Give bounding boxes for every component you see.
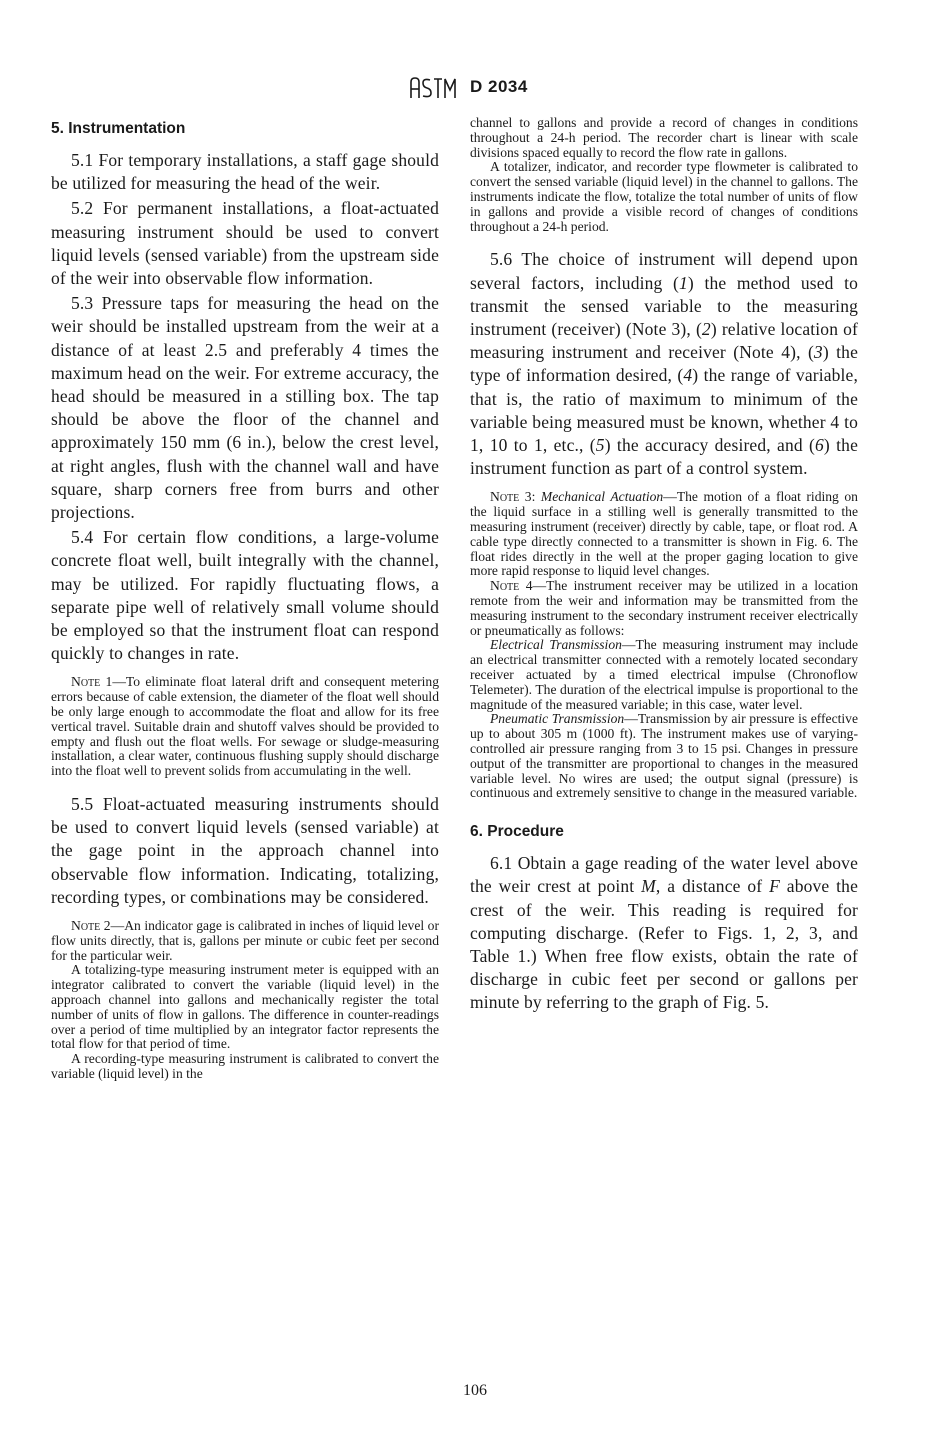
note-2-recording: A recording-type measuring instrument is calibrated to convert the variable (liquid level) in the: [51, 1051, 439, 1082]
paragraph-5-5: 5.5 Float-actuated measuring instruments should be used to convert liquid levels (sensed variable) at the gage point in the approach channel into observable flow information. Indicating, totalizing, recording types, or combinations may be considered.: [51, 794, 439, 907]
notes-3-4: [470, 490, 858, 801]
note-2-totalizing: A totalizing-type measuring instrument meter is equipped with an integrator calibrated to convert the variable (liquid level) in the approach channel into gallons and mechanically register the total number of units of flow in gallons. The difference in counter-readings over a period of time multiplied by an integrator factor represents the total flow for that period of time.: [51, 962, 439, 1052]
astm-logo-icon: [408, 76, 458, 100]
section-heading-procedure: 6. Procedure: [470, 823, 564, 841]
paragraph-5-4: 5.4 For certain flow conditions, a large-volume concrete float well, built integrally with the channel, may be utilized. For rapidly fluctuating flows, a separate pipe well of relatively small volume should be employed so that the instrument float can respond quickly to changes in rate.: [51, 527, 439, 664]
paragraph-6-1: 6.1 Obtain a gage reading of the water level above the weir crest at point M, a distance of F above the crest of the weir. This reading is required for computing discharge. (Refer to Figs. 1, 2, 3, and Table 1.) When free flow exists, obtain the rate of discharge in cubic feet per second or gallons per minute by referring to the graph of Fig. 5.: [470, 853, 858, 1013]
page-header: [0, 76, 950, 104]
section-heading-instrumentation: 5. Instrumentation: [51, 120, 186, 137]
note-2-text: 2—An indicator gage is calibrated in inches of liquid level or flow units directly, that is, gallons per minute or cubic feet per second for the particular weir.: [51, 918, 439, 963]
document-designation: D 2034: [470, 77, 528, 96]
note-2: [51, 919, 439, 1082]
note-3: Note 3: Mechanical Actuation—The motion of a float riding on the liquid surface in a stilling well is generally transmitted to the measuring instrument (receiver) directly by cable, tape, or float rod. A cable type directly connected to a transmitter is shown in Fig. 6. The float rides directly in the well at the proper gaging location to give more rapid response to liquid level changes.: [470, 489, 858, 579]
paragraph-5-1: 5.1 For temporary installations, a staff gage should be utilized for measuring the head of the weir.: [51, 150, 439, 194]
note-2-totalizer: A totalizer, indicator, and recorder type flowmeter is calibrated to convert the sensed variable (liquid level) in the channel to gallons. The instruments indicate the flow, totalize the total number of units of flow in gallons and provide a visible record of changes of conditions throughout a 24-h period.: [470, 159, 858, 234]
paragraph-5-2: 5.2 For permanent installations, a float-actuated measuring instrument should be used to convert liquid levels (sensed variable) from the upstream side of the weir into observable flow information.: [51, 198, 439, 289]
note-label: Note: [71, 918, 101, 934]
paragraph-5-3: 5.3 Pressure taps for measuring the head on the weir should be installed upstream from the weir at a distance of at least 2.5 and preferably 4 times the maximum head on the weir. For extreme accuracy, the head should be measured in a stilling box. The tap should be above the floor of the channel and approximately 150 mm (6 in.), below the crest level, at right angles, flush with the channel wall and have square, sharp corners free from burrs and other projections.: [51, 293, 439, 523]
note-2-recording-continued: channel to gallons and provide a record of changes in conditions throughout a 24-h period. The recorder chart is linear with scale divisions spaced equally to record the flow rate in gallons.: [470, 115, 858, 160]
note-1-text: 1—To eliminate float lateral drift and consequent metering errors because of cable extension, the diameter of the float well should be only large enough to accommodate the float and allow for its free vertical travel. Suitable drain and shutoff valves should be provided to empty and flush out the float wells. For sewage or sludge-measuring installation, a clear water, continuous flushing supply should discharge into the float well to prevent solids from accumulating in the well.: [51, 674, 439, 779]
note-2-continued: [470, 116, 858, 234]
right-column: [470, 116, 858, 1017]
paragraph-5-6: 5.6 The choice of instrument will depend upon several factors, including (1) the method used to transmit the sensed variable to the measuring instrument (receiver) (Note 3), (2) relative location of measuring instrument and receiver (Note 4), (3) the type of information desired, (4) the range of variable, that is, the ratio of maximum to minimum of the variable being measured must be known, whether 4 to 1, 10 to 1, etc., (5) the accuracy desired, and (6) the instrument function as part of a control system.: [470, 249, 859, 479]
left-column: [51, 116, 439, 1096]
page-number: 106: [463, 1382, 487, 1399]
note-1: [51, 675, 439, 779]
note-4-pneumatic: Pneumatic Transmission—Transmission by air pressure is effective up to about 305 m (1000 ft). The instrument makes use of varying-controlled air pressure ranging from 3 to 15 psi. Changes in pressure output of the transmitter are proportional to changes in the measured variable level. No wires are used; the output signal (pressure) is continuous and extremely sensitive to change in the measured variable.: [470, 711, 858, 801]
note-label: Note: [71, 674, 101, 690]
note-4: Note 4—The instrument receiver may be utilized in a location remote from the weir and information may be transmitted from the measuring instrument to the secondary instrument receiver electrically or pneumatically as follows:: [470, 578, 858, 638]
note-4-electrical: Electrical Transmission—The measuring instrument may include an electrical transmitter connected with a remotely located secondary receiver actuated by a timed electrical impulse (Chronoflow Telemeter). The duration of the electrical impulse is proportional to the magnitude of the measured variable; in this case, water level.: [470, 637, 858, 712]
